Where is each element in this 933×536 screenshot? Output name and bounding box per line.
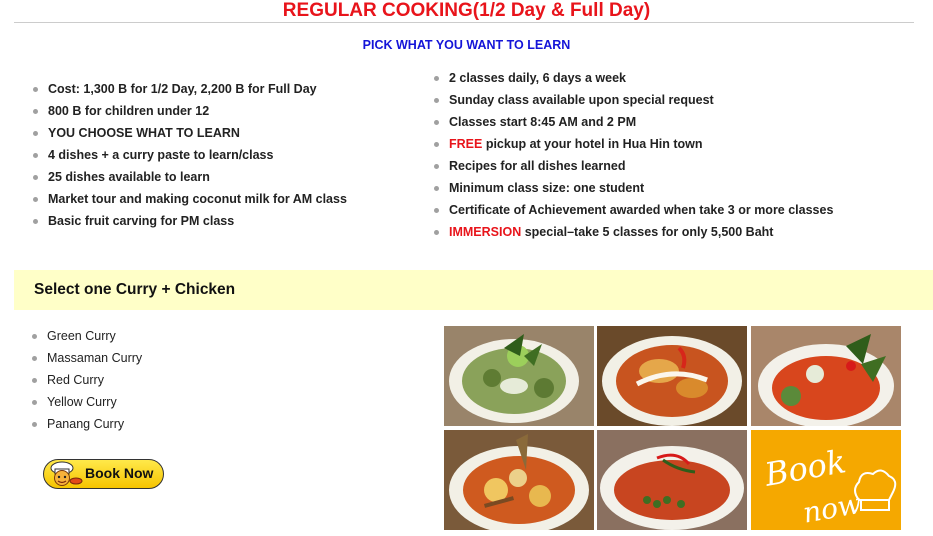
curry-item-green: Green Curry <box>32 325 142 347</box>
photo-panang-curry <box>597 430 747 530</box>
section-title: Select one Curry + Chicken <box>34 281 236 298</box>
curry-item-panang: Panang Curry <box>32 413 142 435</box>
curry-item-yellow: Yellow Curry <box>32 391 142 413</box>
curry-item-red: Red Curry <box>32 369 142 391</box>
book-tile-line1: Book <box>761 442 849 494</box>
chef-icon <box>46 461 84 487</box>
feature-market-tour: Market tour and making coconut milk for AM class <box>33 188 347 210</box>
immersion-text: special–take 5 classes for only 5,500 Baht <box>521 225 774 239</box>
page-title: REGULAR COOKING(1/2 Day & Full Day) <box>282 0 651 21</box>
right-feature-list <box>434 67 833 243</box>
book-now-button[interactable] <box>43 459 164 489</box>
feature-sunday: Sunday class available upon special request <box>434 89 833 111</box>
immersion-highlight: IMMERSION <box>449 225 522 239</box>
title-divider <box>14 22 914 23</box>
page-subtitle: PICK WHAT YOU WANT TO LEARN <box>362 38 571 52</box>
feature-cost: Cost: 1,300 B for 1/2 Day, 2,200 B for Full Day <box>33 78 347 100</box>
curry-list <box>32 325 142 435</box>
curry-item-massaman: Massaman Curry <box>32 347 142 369</box>
feature-class-times: Classes start 8:45 AM and 2 PM <box>434 111 833 133</box>
section-band <box>14 270 933 310</box>
feature-fruit-carving: Basic fruit carving for PM class <box>33 210 347 232</box>
left-feature-list <box>33 78 347 232</box>
feature-classes-daily: 2 classes daily, 6 days a week <box>434 67 833 89</box>
feature-free-pickup <box>434 133 833 155</box>
book-now-label: Book Now <box>85 465 154 481</box>
feature-dishes-available: 25 dishes available to learn <box>33 166 347 188</box>
feature-immersion <box>434 221 833 243</box>
book-now-tile[interactable] <box>751 430 901 530</box>
photo-massaman-curry <box>597 326 747 426</box>
feature-dishes-per-class: 4 dishes + a curry paste to learn/class <box>33 144 347 166</box>
photo-green-curry <box>444 326 594 426</box>
feature-children-price: 800 B for children under 12 <box>33 100 347 122</box>
photo-red-curry <box>751 326 901 426</box>
free-pickup-text: pickup at your hotel in Hua Hin town <box>482 137 703 151</box>
feature-choose: YOU CHOOSE WHAT TO LEARN <box>33 122 347 144</box>
book-tile-line2: now <box>800 486 864 530</box>
feature-min-class: Minimum class size: one student <box>434 177 833 199</box>
free-highlight: FREE <box>449 137 483 151</box>
photo-yellow-curry <box>444 430 594 530</box>
feature-certificate: Certificate of Achievement awarded when take 3 or more classes <box>434 199 833 221</box>
feature-recipes: Recipes for all dishes learned <box>434 155 833 177</box>
